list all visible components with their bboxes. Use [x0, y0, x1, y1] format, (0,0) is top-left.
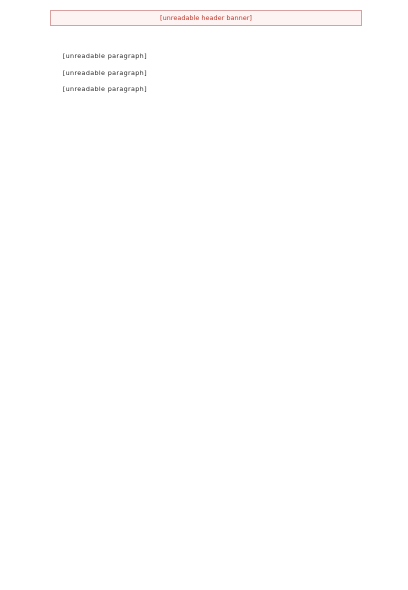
paragraph-2: [unreadable paragraph] [62, 68, 147, 77]
document-page [0, 10, 408, 590]
paragraph-1: [unreadable paragraph] [62, 52, 147, 60]
header-banner: [unreadable header banner] [50, 10, 362, 26]
document-body [50, 48, 358, 98]
paragraph-3: [unreadable paragraph] [62, 85, 147, 94]
